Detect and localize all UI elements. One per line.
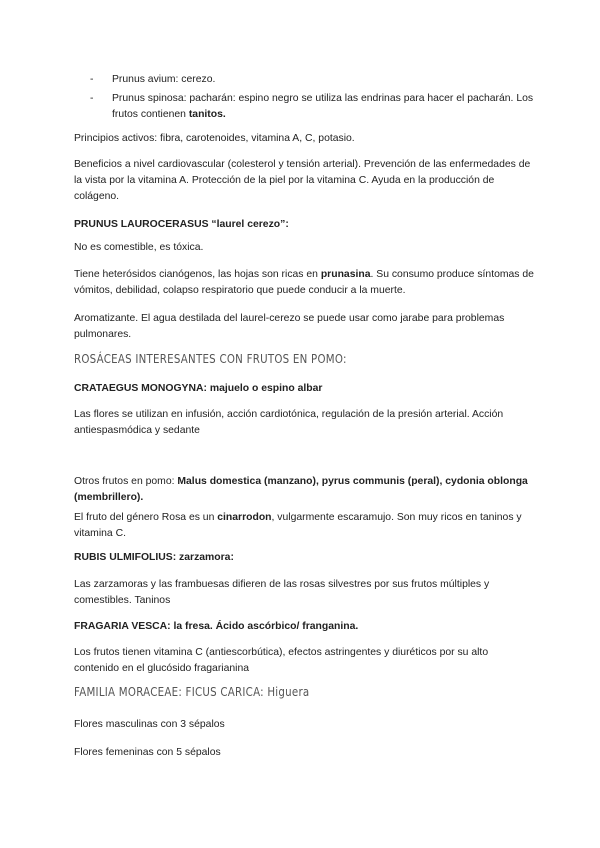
section-heading-mixed: Higuera — [267, 684, 310, 699]
list-item-text — [94, 91, 534, 123]
paragraph-heterosidos — [74, 267, 534, 299]
heading-rubis — [74, 550, 534, 566]
paragraph-femeninas: Flores femeninas con 5 sépalos — [74, 747, 221, 758]
list-item-text-plain: Prunus spinosa: pacharán: espino negro se utiliza las endrinas para hacer el pacharán. Los frutos contienen — [112, 93, 534, 120]
text-bold: cinarrodon — [217, 512, 272, 523]
paragraph-aromatizante: Aromatizante. El agua destilada del laurel-cerezo se puede usar como jarabe para problemas pulmonares. — [74, 313, 505, 340]
section-heading-upper: FAMILIA MORACEAE: FICUS CARICA: — [74, 684, 268, 699]
text-bold: CRATAEGUS MONOGYNA: — [74, 383, 207, 394]
section-heading-pomo: ROSÁCEAS INTERESANTES CON FRUTOS EN POMO: — [74, 351, 347, 366]
list-item-prunus-spinosa — [90, 91, 534, 123]
heading-fragaria — [74, 619, 534, 635]
text-plain: El fruto del género Rosa es un — [74, 512, 218, 523]
list-item-text: Prunus avium: cerezo. — [112, 74, 216, 85]
paragraph-zarzamoras: Las zarzamoras y las frambuesas difieren de las rosas silvestres por sus frutos múltiples y comestibles. Taninos — [74, 579, 490, 606]
section-heading-moraceae — [74, 684, 309, 700]
paragraph-beneficios: Beneficios a nivel cardiovascular (colesterol y tensión arterial). Prevención de las enfermedades de la vista por la vitamina A. Protección de la piel por la vitamina C. Ayuda en la producción de colágeno. — [74, 159, 531, 202]
paragraph-principios: Principios activos: fibra, carotenoides, vitamina A, C, potasio. — [74, 133, 355, 144]
paragraph-rosa — [74, 510, 534, 542]
paragraph-flores-infusion: Las flores se utilizan en infusión, acción cardiotónica, regulación de la presión arterial. Acción antiespasmódica y sedante — [74, 409, 504, 436]
text-bold: Malus domestica (manzano), pyrus communis (peral), cydonia oblonga (membrillero). — [74, 476, 528, 503]
heading-rubis-text: RUBIS ULMIFOLIUS: zarzamora: — [74, 552, 234, 563]
text-plain: . Su consumo produce síntomas de vómitos, debilidad, colapso respiratorio que puede conducir a la muerte. — [74, 269, 534, 296]
text-plain: Tiene heterósidos cianógenos, las hojas son ricas en — [74, 269, 321, 280]
heading-laurel-cerezo — [74, 217, 534, 233]
list-item-prunus-avium — [90, 72, 534, 88]
paragraph-masculinas: Flores masculinas con 3 sépalos — [74, 719, 225, 730]
heading-crataegus — [74, 381, 534, 397]
paragraph-no-comestible: No es comestible, es tóxica. — [74, 242, 204, 253]
list-dash: - — [90, 93, 94, 104]
paragraph-fragaria: Los frutos tienen vitamina C (antiescorbútica), efectos astringentes y diuréticos por su alto contenido en el glucósido fragarianina — [74, 647, 489, 674]
text-bold: prunasina — [320, 269, 371, 280]
heading-laurel-text: PRUNUS LAUROCERASUS “laurel cerezo”: — [74, 219, 289, 230]
text-plain: Otros frutos en pomo: — [74, 476, 178, 487]
heading-fragaria-text: FRAGARIA VESCA: la fresa. Ácido ascórbico/ franganina. — [74, 621, 359, 632]
text-bold: majuelo o espino albar — [206, 383, 323, 394]
paragraph-otros-pomo — [74, 474, 534, 506]
list-item-text-bold: tanitos. — [188, 109, 226, 120]
list-dash: - — [90, 74, 94, 85]
text-plain: , vulgarmente escaramujo. Son muy ricos en taninos y vitamina C. — [74, 512, 522, 539]
